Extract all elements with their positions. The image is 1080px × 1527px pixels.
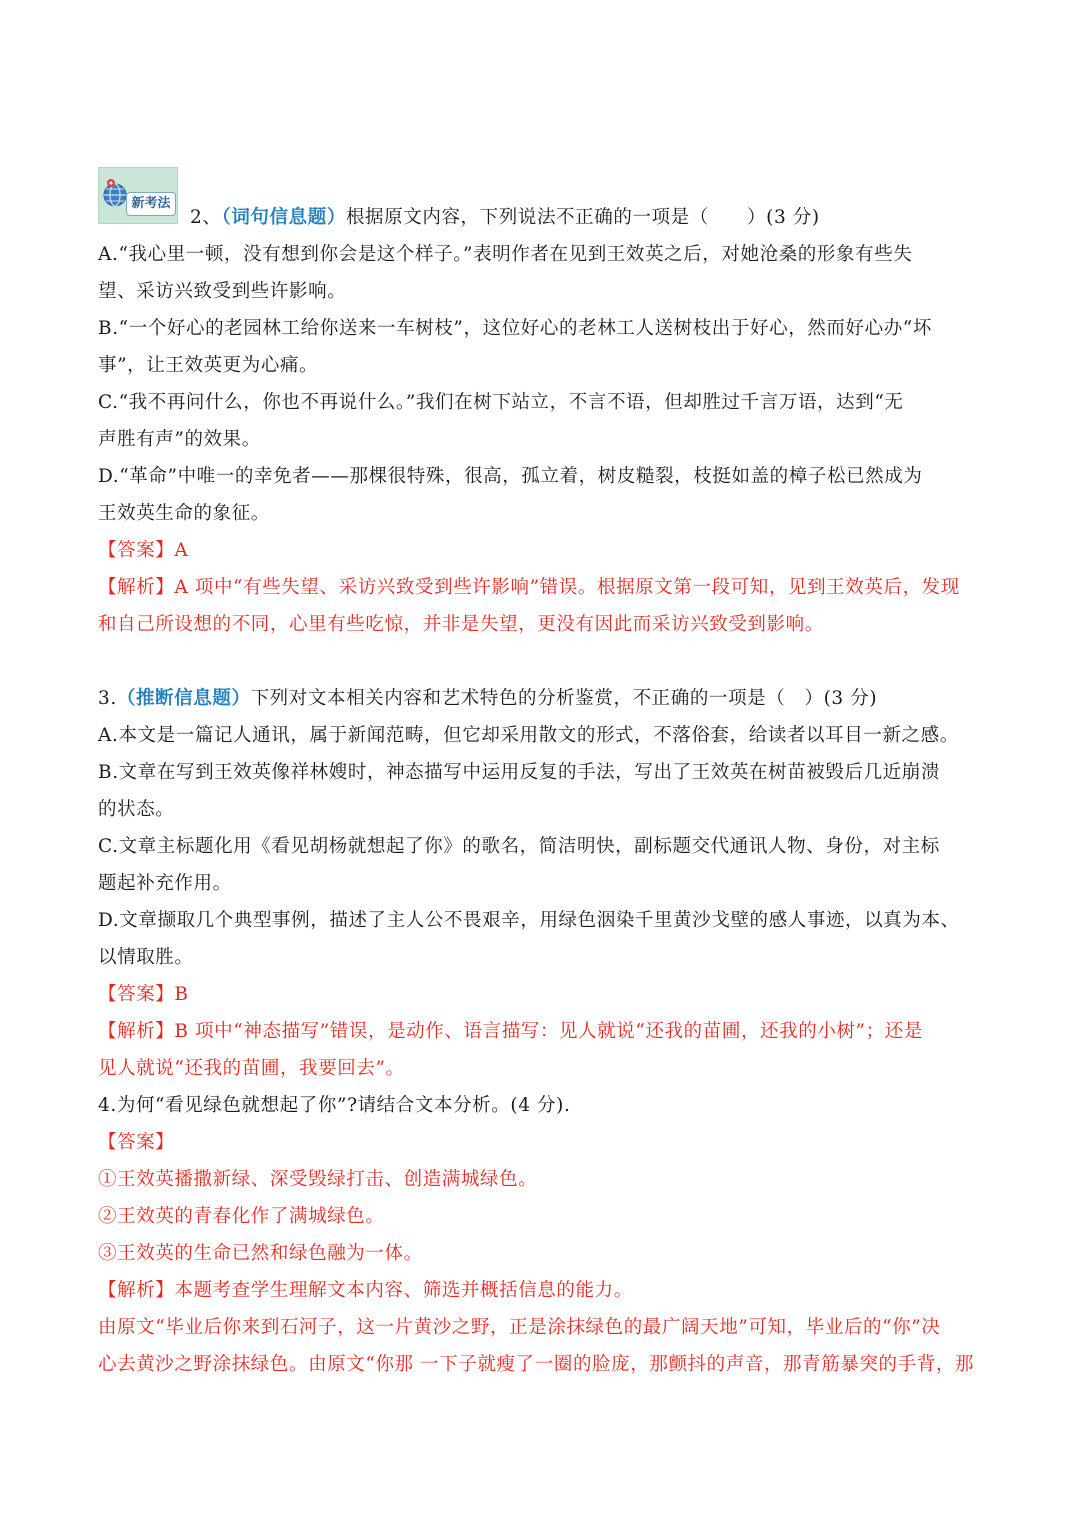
q3-type: （推断信息题）	[116, 688, 251, 709]
q3-number: 3.	[98, 688, 117, 709]
q4-stem: 4.为何“看见绿色就想起了你”?请结合文本分析。(4 分).	[98, 1095, 571, 1116]
q2-option-c-line2: 声胜有声”的效果。	[98, 429, 261, 450]
q2-answer	[98, 538, 188, 564]
q2-option-a-line1: A.“我心里一顿，没有想到你会是这个样子。”表明作者在见到王效英之后，对她沧桑的形象有些失	[98, 244, 913, 265]
q2-option-b-line1: B.“一个好心的老园林工给你送来一车树枝”，这位好心的老林工人送树枝出于好心，然而好心办“坏	[98, 318, 932, 339]
q3-option-b-line1: B.文章在写到王效英像祥林嫂时，神态描写中运用反复的手法，写出了王效英在树苗被毁后几近崩溃	[98, 762, 940, 783]
q2-number: 2、	[190, 207, 222, 228]
q2-analysis-line2: 和自己所设想的不同，心里有些吃惊，并非是失望，更没有因此而采访兴致受到影响。	[98, 614, 824, 635]
q4-analysis-line1: 由原文“毕业后你来到石河子，这一片黄沙之野，正是涂抹绿色的最广阔天地”可知，毕业后的“你”决	[98, 1317, 941, 1338]
q2-answer-label: 【答案】	[98, 540, 175, 561]
q4-answer-point-3: ③王效英的生命已然和绿色融为一体。	[98, 1243, 423, 1264]
q3-answer	[98, 982, 189, 1008]
q4-analysis-line2: 心去黄沙之野涂抹绿色。由原文“你那 一下子就瘦了一圈的脸庞，那颤抖的声音，那青筋暴突的手背，那	[98, 1354, 975, 1375]
q3-option-a-line1: A.本文是一篇记人通讯，属于新闻范畴，但它却采用散文的形式，不落俗套，给读者以耳目一新之感。	[98, 725, 959, 746]
q3-analysis-line2: 见人就说“还我的苗圃，我要回去”。	[98, 1058, 405, 1079]
q3-option-c-line1: C.文章主标题化用《看见胡杨就想起了你》的歌名，简洁明快，副标题交代通讯人物、身份，对主标	[98, 836, 940, 857]
q3-option-c-line2: 题起补充作用。	[98, 873, 232, 894]
q2-option-d-line2: 王效英生命的象征。	[98, 503, 270, 524]
q3-option-d-line2: 以情取胜。	[98, 947, 194, 968]
q2-option-c-line1: C.“我不再问什么，你也不再说什么。”我们在树下站立，不言不语，但却胜过千言万语，达到“无	[98, 392, 904, 413]
q3-analysis-line1	[98, 1019, 923, 1045]
q4-answer-label: 【答案】	[98, 1132, 175, 1153]
q3-answer-label: 【答案】	[98, 984, 175, 1005]
q2-analysis-label: 【解析】	[98, 577, 175, 598]
q3-analysis-label: 【解析】	[98, 1021, 175, 1042]
q2-type: （词句信息题）	[221, 207, 346, 228]
q2-option-b-line2: 事”，让王效英更为心痛。	[98, 355, 319, 376]
q3-stem-line	[98, 686, 877, 712]
q4-analysis-intro-line	[98, 1278, 633, 1304]
q4-analysis-intro: 本题考查学生理解文本内容、筛选并概括信息的能力。	[174, 1280, 633, 1301]
q3-answer-value: B	[174, 984, 189, 1005]
q4-answer-point-1: ①王效英播撒新绿、深受毁绿打击、创造满城绿色。	[98, 1169, 538, 1190]
q3-stem: 下列对文本相关内容和艺术特色的分析鉴赏，不正确的一项是（ ）(3 分)	[250, 688, 878, 709]
new-exam-method-badge	[98, 167, 178, 224]
q2-option-d-line1: D.“革命”中唯一的幸免者——那棵很特殊，很高，孤立着，树皮糙裂，枝挺如盖的樟子松已然成为	[98, 466, 923, 487]
q3-option-d-line1: D.文章撷取几个典型事例，描述了主人公不畏艰辛，用绿色洇染千里黄沙戈壁的感人事迹，以真为本、	[98, 910, 960, 931]
q2-option-a-line2: 望、采访兴致受到些许影响。	[98, 281, 347, 302]
q2-analysis-line1	[98, 575, 960, 601]
q3-analysis-text1: B 项中“神态描写”错误，是动作、语言描写：见人就说“还我的苗圃，还我的小树”；还是	[174, 1021, 923, 1042]
badge-label: 新考法	[126, 192, 176, 216]
q4-analysis-label: 【解析】	[98, 1280, 175, 1301]
q3-option-b-line2: 的状态。	[98, 799, 175, 820]
q2-analysis-text1: A 项中“有些失望、采访兴致受到些许影响”错误。根据原文第一段可知，见到王效英后，发现	[174, 577, 960, 598]
q4-answer-point-2: ②王效英的青春化作了满城绿色。	[98, 1206, 385, 1227]
q2-stem: 根据原文内容，下列说法不正确的一项是（ ）(3 分)	[345, 207, 820, 228]
q2-stem-line	[190, 205, 820, 231]
q2-answer-value: A	[174, 540, 189, 561]
